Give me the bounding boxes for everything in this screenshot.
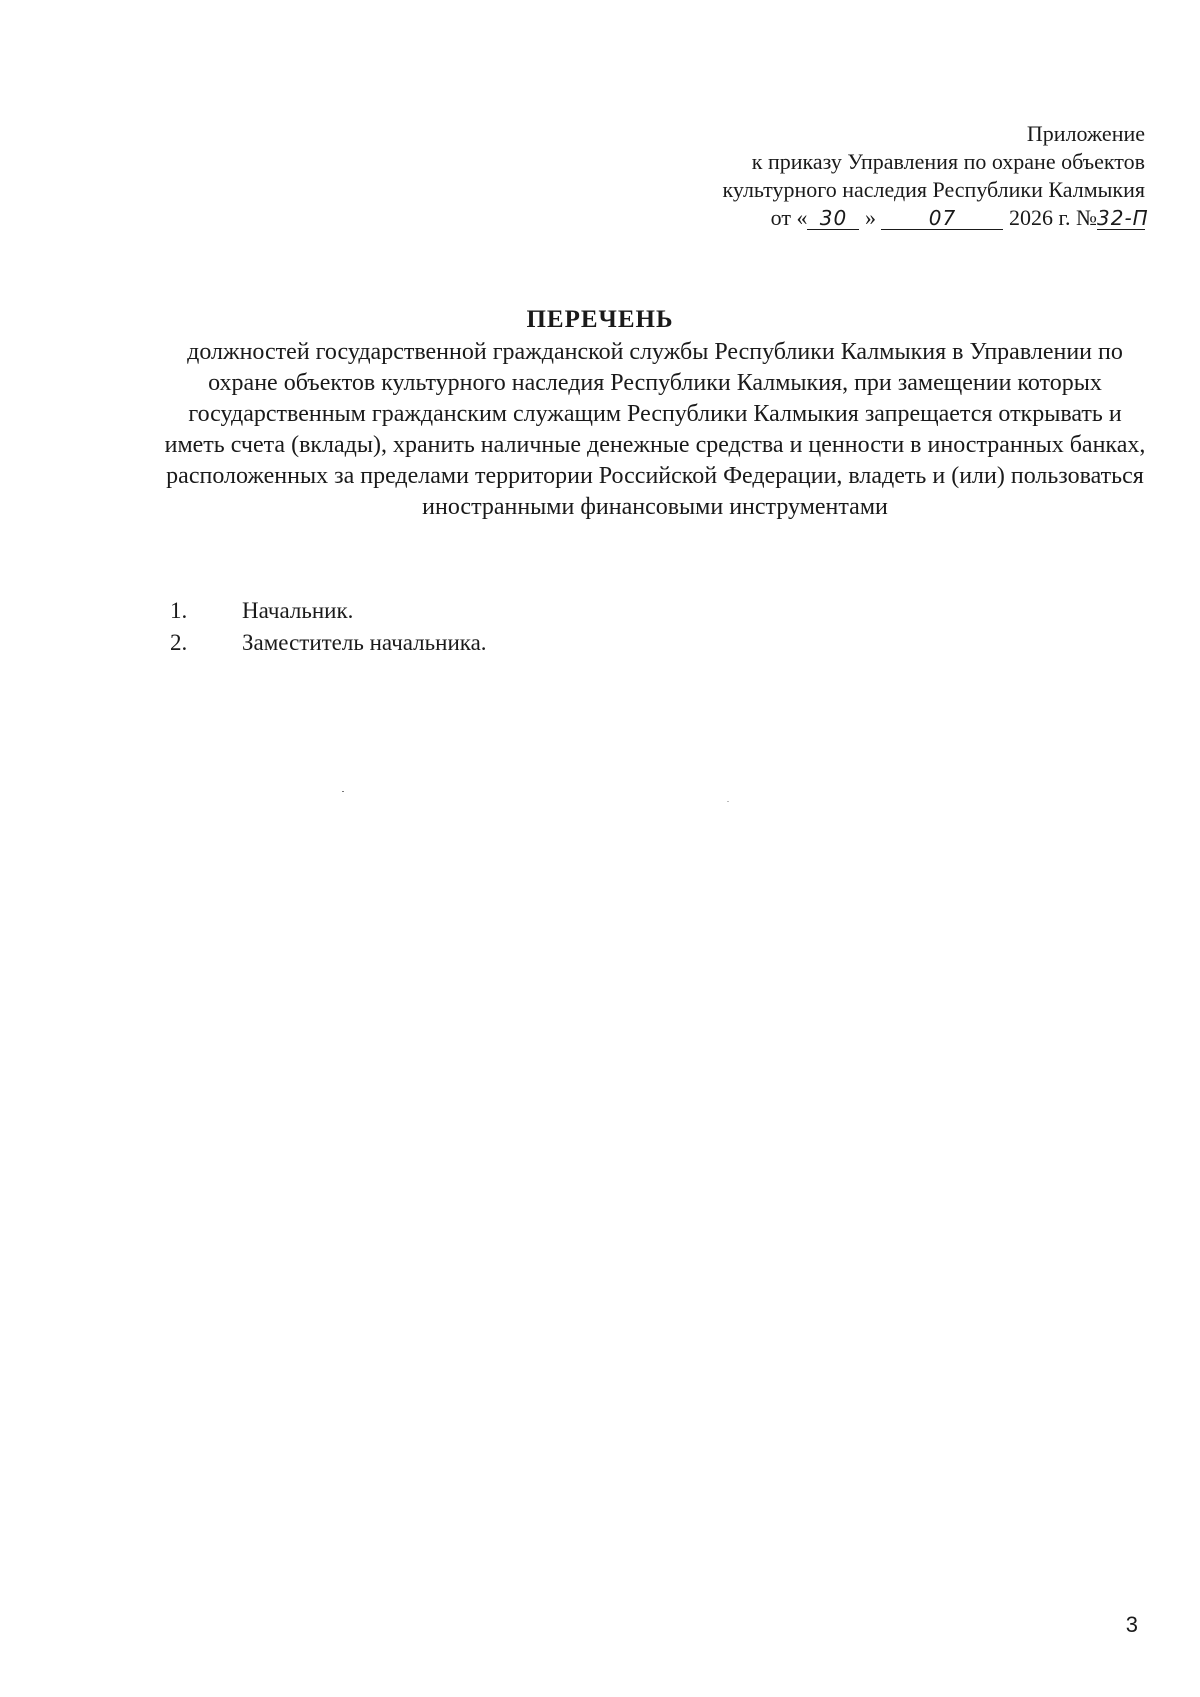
- appendix-date-line: [723, 204, 1149, 232]
- date-month-handwritten: 07: [881, 207, 1003, 230]
- list-item: [170, 627, 487, 659]
- list-item-index: 2.: [170, 630, 188, 655]
- positions-list: [170, 595, 487, 659]
- date-year: 2026 г. №: [1008, 205, 1097, 230]
- scan-speck: [342, 791, 344, 792]
- document-title: ПЕРЕЧЕНЬ: [526, 306, 674, 333]
- date-day-handwritten: 30: [807, 207, 859, 230]
- appendix-org: культурного наследия Республики Калмыкия: [722, 177, 1145, 202]
- list-item-text: Начальник.: [242, 598, 354, 623]
- scan-speck: [727, 801, 729, 802]
- order-number-handwritten: 32-П: [1097, 206, 1149, 230]
- document-subtitle: должностей государственной гражданской службы Республики Калмыкия в Управлении по охране объектов культурного наследия Республики Калмыкия, при замещении которых государственным гражданским служащим Республики Калмыкия запрещается открывать и иметь счета (вклады), хранить наличные денежные средства и ценности в иностранных банках, расположенных за пределами территории Российской Федерации, владеть и (или) пользоваться иностранными финансовыми инструментами: [164, 339, 1146, 520]
- list-item-text: Заместитель начальника.: [242, 630, 487, 655]
- list-item-index: 1.: [170, 598, 188, 623]
- appendix-order-ref: к приказу Управления по охране объектов: [751, 149, 1145, 174]
- appendix-label: Приложение: [1026, 121, 1145, 146]
- list-item: [170, 595, 487, 627]
- page-number: 3: [1125, 1612, 1138, 1637]
- date-prefix: от «: [770, 205, 808, 230]
- appendix-block: [722, 120, 1149, 232]
- date-mid: »: [864, 205, 876, 230]
